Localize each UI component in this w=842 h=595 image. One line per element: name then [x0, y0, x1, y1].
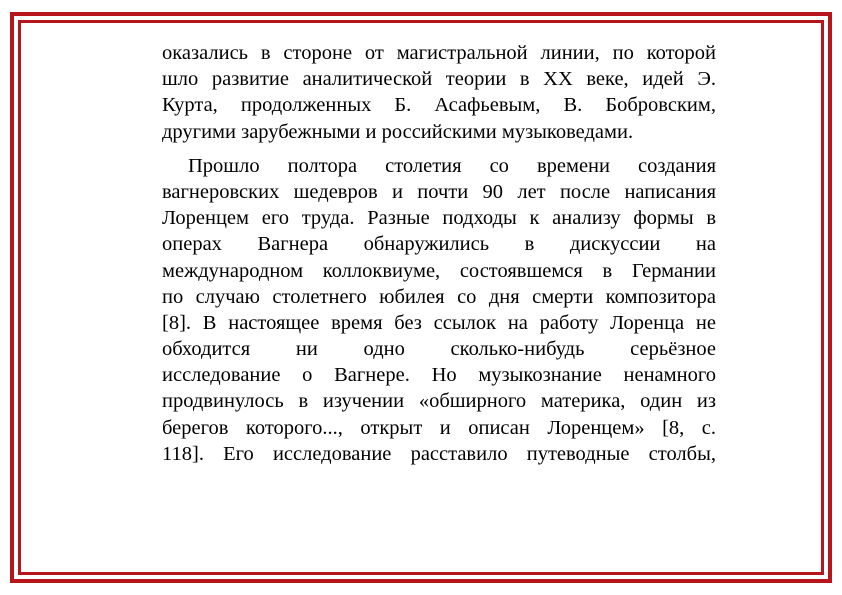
text-line: Лоренцем его труда. Разные подходы к анализу формы в [162, 207, 716, 230]
text-line: по случаю столетнего юбилея со дня смерти композитора [162, 285, 716, 308]
text-line: вагнеровских шедевров и почти 90 лет после написания [162, 180, 716, 203]
text-line: обходится ни одно сколько-нибудь серьёзное [162, 338, 716, 361]
text-line: Курта, продолженных Б. Асафьевым, В. Бобровским, [162, 94, 716, 117]
text-line: берегов которого..., открыт и описан Лоренцем» [8, с. [162, 416, 716, 439]
text-line: другими зарубежными и российскими музыковедами. [162, 120, 634, 143]
text-line: продвинулось в изучении «обширного материка, один из [162, 390, 716, 413]
text-line: оказались в стороне от магистральной линии, по которой [162, 42, 716, 64]
text-line: 118]. Его исследование расставило путеводные столбы, [162, 442, 716, 465]
text-line: Прошло полтора столетия со времени создания [188, 154, 716, 177]
paragraph-1 [162, 40, 716, 145]
text-line: исследование о Вагнере. Но музыкознание ненамного [162, 364, 716, 387]
text-line: международном коллоквиуме, состоявшемся в Германии [162, 259, 716, 282]
paragraph-2 [162, 153, 716, 467]
text-line: операх Вагнера обнаружились в дискуссии на [162, 233, 716, 256]
text-line: шло развитие аналитической теории в XX веке, идей Э. [162, 68, 716, 91]
paragraph-gap [162, 145, 716, 153]
page-text [162, 40, 716, 467]
text-line: [8]. В настоящее время без ссылок на работу Лоренца не [162, 311, 716, 334]
